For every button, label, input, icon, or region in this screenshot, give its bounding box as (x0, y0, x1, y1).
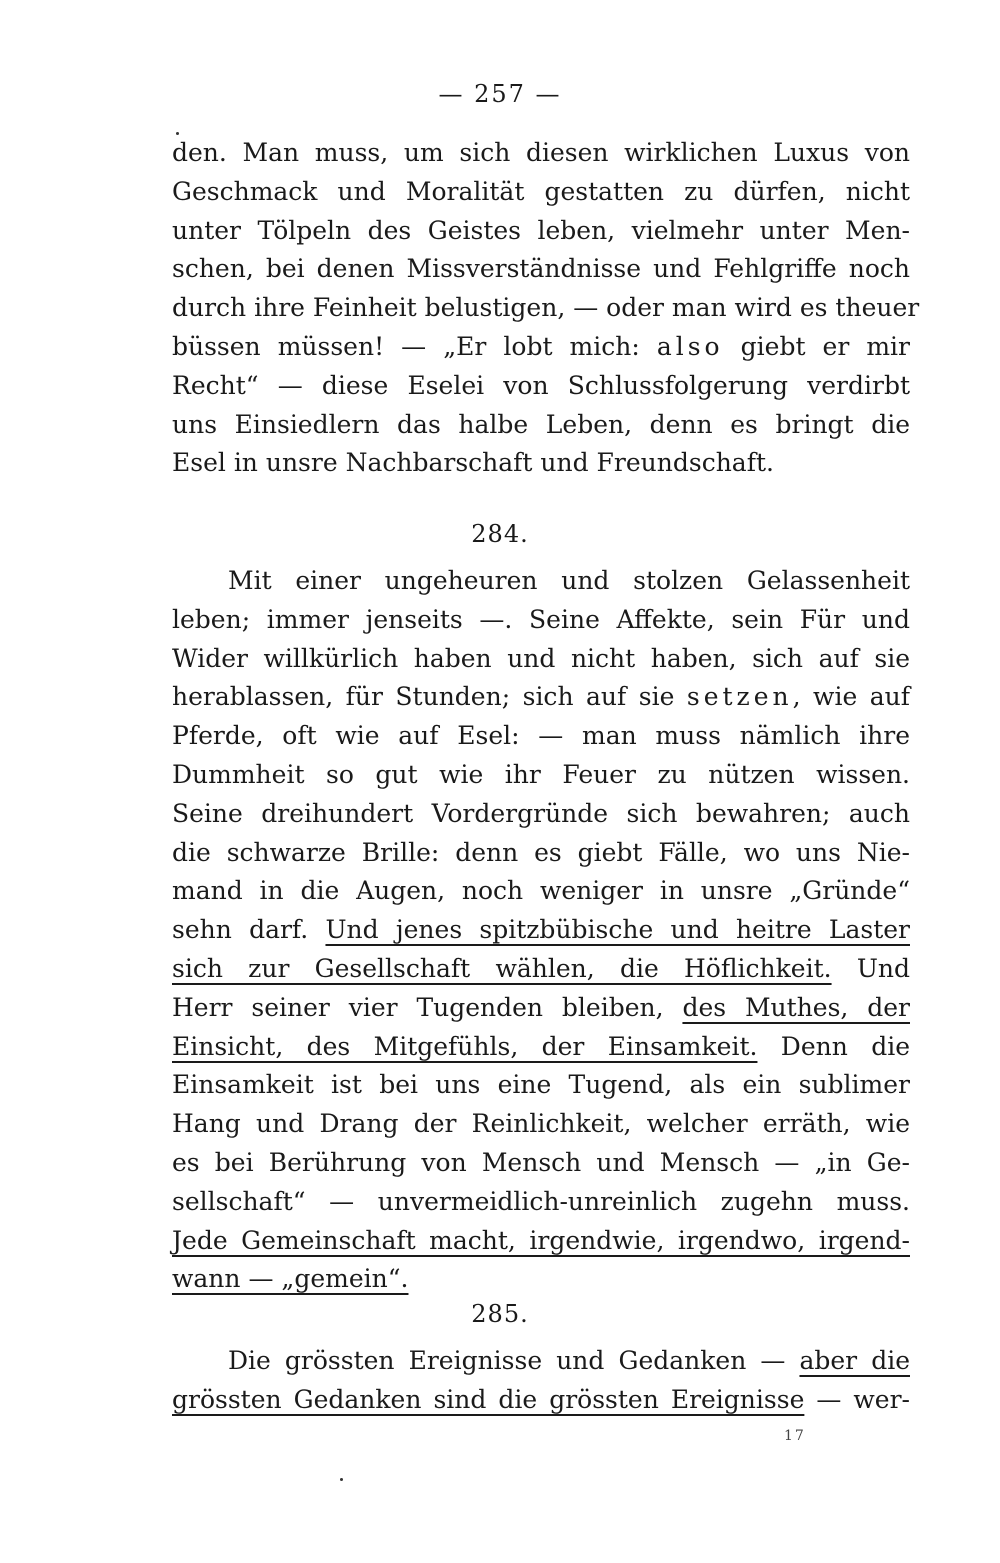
text-line: den. Man muss, um sich diesen wirklichen Luxus von (172, 138, 910, 167)
stray-mark (340, 1478, 343, 1481)
text-line: sehn darf. Und jenes spitzbübische und heitre Laster (172, 915, 910, 945)
text-line: Herr seiner vier Tugenden bleiben, des Muthes, der (172, 992, 910, 1022)
paragraph-285 (172, 1342, 910, 1420)
emphasis-spaced: setzen (686, 682, 793, 712)
text-line: unter Tölpeln des Geistes leben, vielmehr unter Men- (172, 215, 910, 245)
handwritten-underline: aber die (799, 1346, 910, 1375)
text-line: büssen müssen! — „Er lobt mich: also giebt er mir (172, 331, 910, 361)
text-line: Die grössten Ereignisse und Gedanken — aber die (228, 1346, 910, 1375)
text-line: Pferde, oft wie auf Esel: — man muss nämlich ihre (172, 721, 910, 751)
text-line (172, 1260, 910, 1299)
text-line: Esel in unsre Nachbarschaft und Freundschaft. (172, 448, 774, 478)
text-line: grössten Gedanken sind die grössten Ereignisse — wer- (172, 1384, 910, 1414)
handwritten-underline: Einsicht, des Mitgefühls, der Einsamkeit. (172, 1031, 758, 1061)
text-line: herablassen, für Stunden; sich auf sie setzen, wie auf (172, 682, 910, 712)
text-line: Einsamkeit ist bei uns eine Tugend, als ein sublimer (172, 1070, 910, 1100)
section-number-284: 284. (471, 520, 529, 548)
emphasis-spaced: also (656, 331, 724, 361)
text-line: Einsicht, des Mitgefühls, der Einsamkeit. Denn die (172, 1031, 910, 1061)
handwritten-underline: Und jenes spitzbübische und heitre Laster (325, 915, 910, 945)
text-line: Mit einer ungeheuren und stolzen Gelassenheit (228, 566, 910, 595)
text-line: Hang und Drang der Reinlichkeit, welcher erräth, wie (172, 1109, 910, 1139)
text-line: Dummheit so gut wie ihr Feuer zu nützen wissen. (172, 759, 910, 789)
section-number-285: 285. (471, 1300, 529, 1328)
text-line: schen, bei denen Missverständnisse und Fehlgriffe noch (172, 254, 910, 284)
handwritten-underline: sich zur Gesellschaft wählen, die Höflichkeit. (172, 953, 832, 983)
text-line: sich zur Gesellschaft wählen, die Höflichkeit. Und (172, 953, 910, 983)
text-line (172, 1222, 910, 1261)
text-line: Wider willkürlich haben und nicht haben, sich auf sie (172, 643, 910, 673)
text-line: Seine dreihundert Vordergründe sich bewahren; auch (172, 798, 910, 828)
text-line: es bei Berührung von Mensch und Mensch — „in Ge- (172, 1147, 910, 1177)
text-line: durch ihre Feinheit belustigen, — oder man wird es theuer (172, 293, 920, 323)
text-line: sellschaft“ — unvermeidlich-unreinlich zugehn muss. (172, 1186, 910, 1216)
printer-signature: 17 (784, 1428, 806, 1444)
text-line: die schwarze Brille: denn es giebt Fälle, wo uns Nie- (172, 837, 910, 867)
handwritten-underline: wann — „gemein“. (172, 1264, 409, 1294)
text-line: Geschmack und Moralität gestatten zu dürfen, nicht (172, 176, 910, 206)
text-line: leben; immer jenseits —. Seine Affekte, sein Für und (172, 604, 910, 634)
handwritten-underline: Jede Gemeinschaft macht, irgendwie, irgendwo, irgend- (172, 1225, 910, 1255)
page-number: — 257 — (438, 80, 562, 108)
text-line: mand in die Augen, noch weniger in unsre „Gründe“ (172, 876, 910, 906)
text-line: uns Einsiedlern das halbe Leben, denn es bringt die (172, 409, 910, 439)
text-line: Recht“ — diese Eselei von Schlussfolgerung verdirbt (172, 370, 910, 400)
handwritten-underline: grössten Gedanken sind die grössten Ereignisse (172, 1384, 805, 1414)
paragraph-283-end (172, 134, 920, 483)
paragraph-284 (172, 562, 910, 1299)
handwritten-underline: des Muthes, der (682, 992, 910, 1022)
